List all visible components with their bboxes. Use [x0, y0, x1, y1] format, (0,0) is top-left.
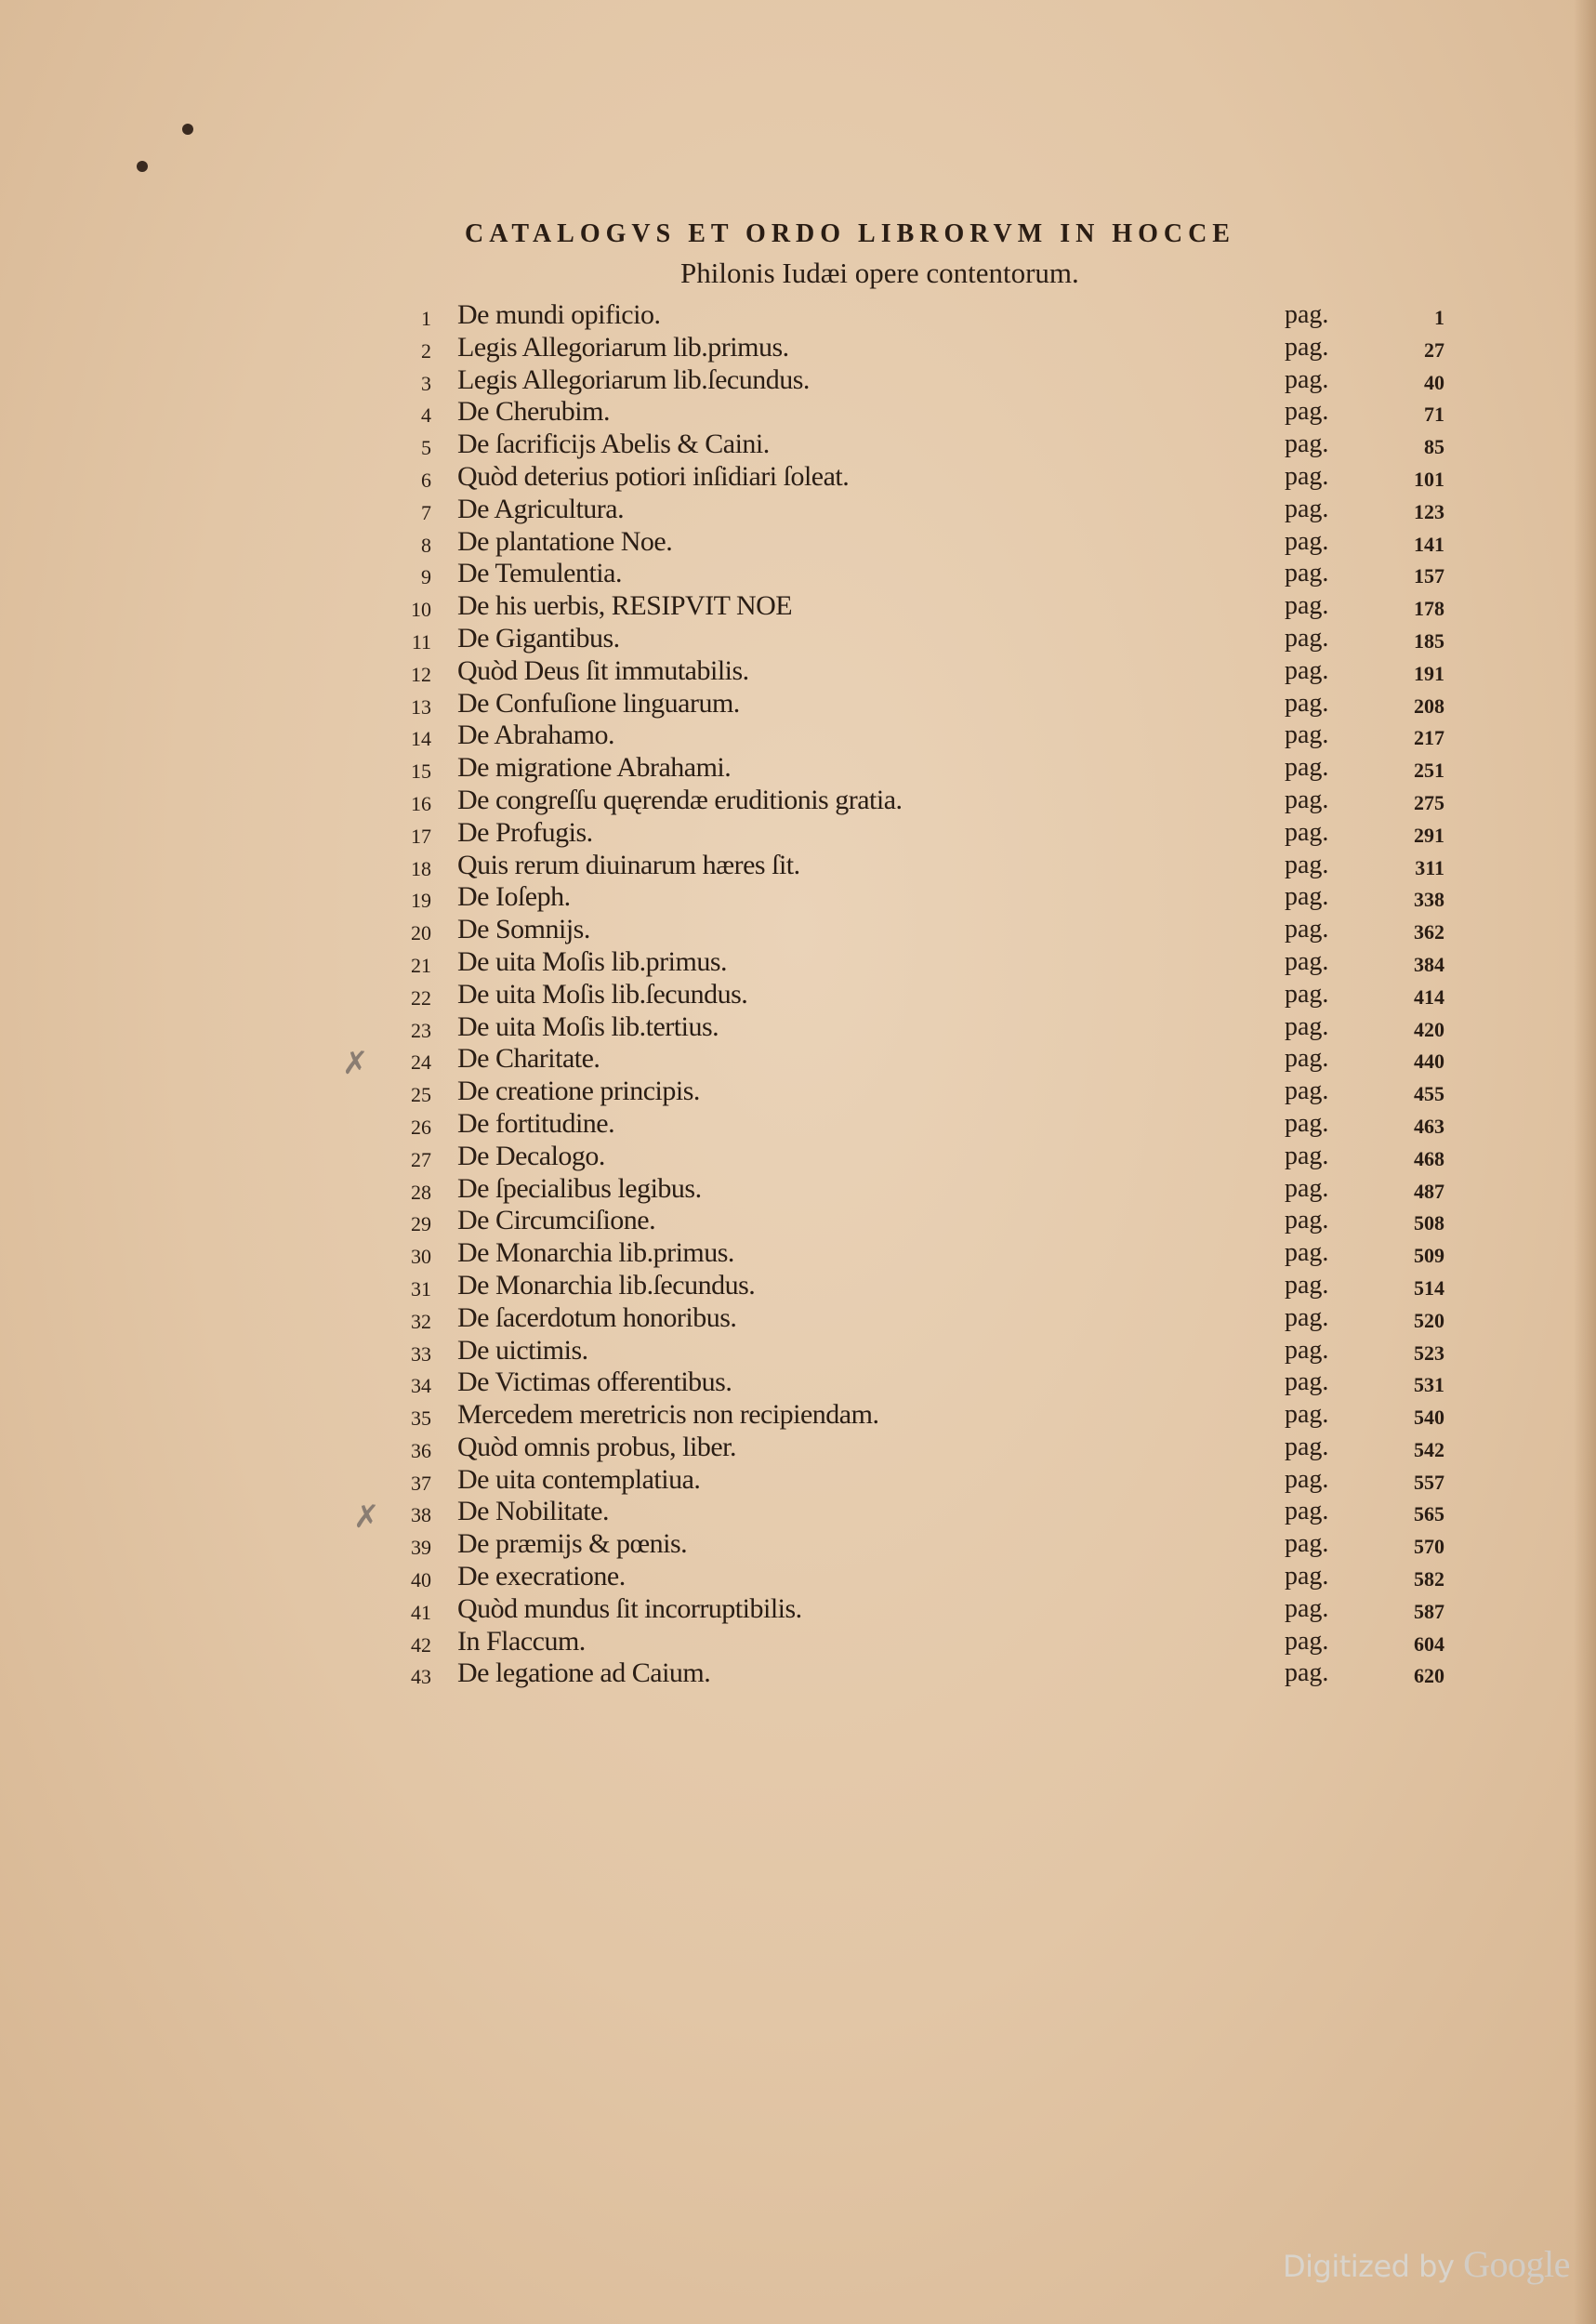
entry-pag-label: pag.	[1285, 1173, 1329, 1203]
ink-speck	[137, 161, 148, 172]
entry-title: De præmijs & pœnis.	[457, 1528, 688, 1560]
entry-number: 5	[421, 436, 431, 460]
catalog-row	[0, 332, 1596, 364]
entry-title: In Flaccum.	[457, 1625, 586, 1657]
catalog-row	[0, 1367, 1596, 1399]
catalog-row	[0, 720, 1596, 752]
entry-page-number: 85	[1424, 435, 1444, 459]
entry-number: 34	[411, 1374, 431, 1398]
entry-page-number: 101	[1414, 467, 1444, 491]
entry-page-number: 157	[1414, 564, 1444, 588]
catalog-row	[0, 1496, 1596, 1528]
entry-pag-label: pag.	[1285, 559, 1329, 588]
entry-pag-label: pag.	[1285, 1108, 1329, 1138]
entry-page-number: 570	[1414, 1535, 1444, 1559]
entry-pag-label: pag.	[1285, 300, 1329, 329]
entry-page-number: 362	[1414, 920, 1444, 944]
catalog-row	[0, 1528, 1596, 1561]
entry-number: 35	[411, 1406, 431, 1431]
entry-number: 25	[411, 1083, 431, 1107]
entry-title: Quòd Deus ſit immutabilis.	[457, 654, 749, 686]
entry-page-number: 509	[1414, 1244, 1444, 1268]
entry-pag-label: pag.	[1285, 494, 1329, 523]
entry-number: 24	[411, 1050, 431, 1075]
entry-pag-label: pag.	[1285, 623, 1329, 653]
catalog-row	[0, 494, 1596, 526]
catalog-row	[0, 817, 1596, 850]
entry-page-number: 531	[1414, 1373, 1444, 1397]
entry-page-number: 582	[1414, 1567, 1444, 1591]
catalog-row	[0, 1464, 1596, 1497]
entry-page-number: 217	[1414, 726, 1444, 750]
entry-number: 16	[411, 791, 431, 815]
watermark-prefix: Digitized by	[1283, 2249, 1455, 2284]
entry-number: 4	[421, 403, 431, 428]
catalog-row	[0, 1561, 1596, 1593]
entry-page-number: 468	[1414, 1146, 1444, 1170]
entry-title: De fortitudine.	[457, 1107, 615, 1139]
catalog-row	[0, 461, 1596, 494]
entry-number: 30	[411, 1245, 431, 1269]
entry-pag-label: pag.	[1285, 720, 1329, 750]
entry-pag-label: pag.	[1285, 1529, 1329, 1559]
catalog-row	[0, 946, 1596, 979]
entry-title: De ſpecialibus legibus.	[457, 1172, 702, 1204]
entry-number: 26	[411, 1115, 431, 1139]
catalog-row	[0, 429, 1596, 461]
entry-page-number: 463	[1414, 1114, 1444, 1138]
entry-title: De uita Moſis lib.primus.	[457, 945, 727, 977]
entry-title: De Victimas offerentibus.	[457, 1367, 732, 1398]
catalog-row	[0, 1399, 1596, 1432]
handwritten-x-mark: ✗	[353, 1499, 380, 1536]
entry-pag-label: pag.	[1285, 397, 1329, 427]
watermark-brand: Google	[1463, 2243, 1570, 2285]
entry-page-number: 338	[1414, 888, 1444, 912]
entry-page-number: 587	[1414, 1599, 1444, 1623]
entry-title: De uita Moſis lib.tertius.	[457, 1010, 719, 1042]
entry-pag-label: pag.	[1285, 1270, 1329, 1300]
entry-title: De Monarchia lib.ſecundus.	[457, 1269, 756, 1301]
entry-pag-label: pag.	[1285, 1238, 1329, 1268]
catalog-row	[0, 1302, 1596, 1335]
entry-pag-label: pag.	[1285, 1335, 1329, 1365]
entry-pag-label: pag.	[1285, 817, 1329, 847]
entry-title: De Monarchia lib.primus.	[457, 1237, 734, 1269]
catalog-row	[0, 1173, 1596, 1206]
entry-title: De Charitate.	[457, 1043, 600, 1075]
catalog-row	[0, 1432, 1596, 1464]
entry-pag-label: pag.	[1285, 1367, 1329, 1397]
entry-title: De Agricultura.	[457, 493, 625, 524]
entry-title: De creatione principis.	[457, 1076, 700, 1107]
entry-pag-label: pag.	[1285, 882, 1329, 912]
entry-pag-label: pag.	[1285, 946, 1329, 976]
entry-page-number: 141	[1414, 532, 1444, 556]
entry-number: 42	[411, 1632, 431, 1657]
entry-pag-label: pag.	[1285, 1141, 1329, 1170]
entry-title: De Temulentia.	[457, 558, 622, 589]
entry-title: De ſacrificijs Abelis & Caini.	[457, 429, 770, 460]
entry-number: 10	[411, 598, 431, 622]
entry-number: 17	[411, 824, 431, 848]
entry-page-number: 27	[1424, 337, 1444, 362]
page-title: CATALOGVS ET ORDO LIBRORVM IN HOCCE	[465, 219, 1235, 248]
entry-number: 37	[411, 1471, 431, 1495]
catalog-row	[0, 396, 1596, 429]
entry-number: 2	[421, 338, 431, 363]
entry-pag-label: pag.	[1285, 461, 1329, 491]
entry-number: 22	[411, 985, 431, 1010]
entry-title: De congreſſu quęrendæ eruditionis gratia.	[457, 784, 903, 815]
entry-title: De Decalogo.	[457, 1140, 605, 1171]
entry-page-number: 1	[1434, 306, 1444, 329]
entry-number: 7	[421, 500, 431, 524]
entry-pag-label: pag.	[1285, 1076, 1329, 1106]
catalog-row	[0, 752, 1596, 785]
entry-page-number: 208	[1414, 693, 1444, 718]
entry-number: 28	[411, 1180, 431, 1204]
entry-number: 9	[421, 565, 431, 589]
entry-page-number: 178	[1414, 597, 1444, 621]
catalog-row	[0, 1657, 1596, 1690]
catalog-row	[0, 881, 1596, 914]
entry-page-number: 514	[1414, 1275, 1444, 1300]
entry-page-number: 40	[1424, 370, 1444, 394]
catalog-row	[0, 1108, 1596, 1141]
catalog-row	[0, 364, 1596, 397]
entry-number: 32	[411, 1309, 431, 1333]
entry-title: Quòd omnis probus, liber.	[457, 1431, 736, 1462]
catalog-row	[0, 623, 1596, 655]
entry-pag-label: pag.	[1285, 753, 1329, 783]
entry-number: 3	[421, 371, 431, 395]
entry-title: De uictimis.	[457, 1334, 588, 1366]
entry-pag-label: pag.	[1285, 1206, 1329, 1235]
entry-page-number: 384	[1414, 952, 1444, 976]
catalog-list	[0, 299, 1596, 1690]
entry-number: 18	[411, 856, 431, 880]
entry-pag-label: pag.	[1285, 591, 1329, 621]
entry-number: 20	[411, 921, 431, 945]
entry-page-number: 487	[1414, 1179, 1444, 1203]
digitized-watermark	[1283, 2242, 1570, 2286]
entry-pag-label: pag.	[1285, 332, 1329, 362]
entry-title: De Profugis.	[457, 816, 593, 848]
entry-title: De Abrahamo.	[457, 720, 614, 751]
entry-title: De Circumciſione.	[457, 1205, 656, 1236]
catalog-row	[0, 1141, 1596, 1173]
handwritten-x-mark: ✗	[342, 1045, 369, 1082]
catalog-row	[0, 1593, 1596, 1626]
entry-pag-label: pag.	[1285, 1432, 1329, 1461]
entry-pag-label: pag.	[1285, 1464, 1329, 1494]
entry-page-number: 251	[1414, 759, 1444, 783]
entry-number: 8	[421, 533, 431, 557]
entry-title: De Cherubim.	[457, 396, 610, 428]
entry-number: 1	[421, 307, 431, 330]
entry-pag-label: pag.	[1285, 1562, 1329, 1591]
entry-title: De Nobilitate.	[457, 1496, 609, 1527]
entry-number: 33	[411, 1341, 431, 1366]
entry-title: Legis Allegoriarum lib.primus.	[457, 331, 789, 363]
entry-number: 12	[411, 662, 431, 686]
entry-title: De Somnijs.	[457, 914, 590, 945]
catalog-row	[0, 558, 1596, 590]
entry-number: 13	[411, 694, 431, 719]
ink-speck	[182, 124, 193, 135]
entry-pag-label: pag.	[1285, 1044, 1329, 1074]
entry-number: 41	[411, 1600, 431, 1624]
entry-page-number: 455	[1414, 1082, 1444, 1106]
entry-title: De uita contemplatiua.	[457, 1463, 701, 1495]
catalog-row	[0, 1205, 1596, 1237]
entry-title: De legatione ad Caium.	[457, 1657, 711, 1689]
entry-title: De his uerbis, RESIPVIT NOE	[457, 590, 793, 622]
entry-title: De uita Moſis lib.ſecundus.	[457, 978, 748, 1010]
entry-title: De execratione.	[457, 1561, 626, 1592]
entry-page-number: 71	[1424, 403, 1444, 427]
entry-title: Mercedem meretricis non recipiendam.	[457, 1399, 879, 1431]
entry-page-number: 275	[1414, 790, 1444, 814]
entry-number: 40	[411, 1568, 431, 1592]
entry-pag-label: pag.	[1285, 785, 1329, 814]
entry-number: 29	[411, 1212, 431, 1236]
catalog-row	[0, 1626, 1596, 1658]
entry-page-number: 191	[1414, 661, 1444, 685]
entry-pag-label: pag.	[1285, 1400, 1329, 1430]
entry-page-number: 557	[1414, 1470, 1444, 1494]
page-subtitle: Philonis Iudæi opere contentorum.	[680, 257, 1079, 289]
entry-page-number: 420	[1414, 1017, 1444, 1041]
catalog-row	[0, 299, 1596, 332]
catalog-row	[0, 526, 1596, 559]
entry-title: De Confuſione linguarum.	[457, 687, 740, 719]
entry-page-number: 414	[1414, 984, 1444, 1009]
entry-page-number: 520	[1414, 1308, 1444, 1332]
entry-number: 43	[411, 1665, 431, 1689]
catalog-row	[0, 1076, 1596, 1108]
entry-page-number: 620	[1414, 1664, 1444, 1688]
entry-number: 19	[411, 889, 431, 913]
entry-pag-label: pag.	[1285, 1497, 1329, 1526]
entry-number: 23	[411, 1018, 431, 1042]
entry-title: Quis rerum diuinarum hæres ſit.	[457, 849, 800, 880]
entry-number: 39	[411, 1536, 431, 1560]
entry-number: 21	[411, 953, 431, 977]
entry-pag-label: pag.	[1285, 655, 1329, 685]
entry-page-number: 440	[1414, 1050, 1444, 1074]
entry-pag-label: pag.	[1285, 915, 1329, 944]
entry-page-number: 523	[1414, 1340, 1444, 1365]
entry-pag-label: pag.	[1285, 364, 1329, 394]
entry-title: De plantatione Noe.	[457, 525, 673, 557]
catalog-row	[0, 914, 1596, 946]
entry-pag-label: pag.	[1285, 979, 1329, 1009]
entry-pag-label: pag.	[1285, 1626, 1329, 1656]
entry-title: Quòd mundus ſit incorruptibilis.	[457, 1592, 802, 1624]
entry-title: De migratione Abrahami.	[457, 752, 732, 784]
entry-pag-label: pag.	[1285, 1658, 1329, 1688]
catalog-row	[0, 655, 1596, 688]
catalog-row	[0, 1237, 1596, 1270]
entry-number: 36	[411, 1438, 431, 1462]
entry-pag-label: pag.	[1285, 688, 1329, 718]
entry-page-number: 540	[1414, 1406, 1444, 1430]
entry-number: 11	[411, 629, 431, 654]
entry-page-number: 123	[1414, 499, 1444, 523]
entry-pag-label: pag.	[1285, 1011, 1329, 1041]
entry-title: De ſacerdotum honoribus.	[457, 1301, 737, 1333]
entry-page-number: 542	[1414, 1437, 1444, 1461]
catalog-row	[0, 1335, 1596, 1367]
entry-page-number: 604	[1414, 1631, 1444, 1656]
entry-number: 6	[421, 468, 431, 492]
entry-number: 31	[411, 1276, 431, 1301]
entry-page-number: 508	[1414, 1211, 1444, 1235]
entry-pag-label: pag.	[1285, 429, 1329, 459]
entry-page-number: 565	[1414, 1502, 1444, 1526]
entry-title: De mundi opificio.	[457, 299, 661, 330]
catalog-row	[0, 850, 1596, 882]
catalog-row	[0, 979, 1596, 1011]
entry-page-number: 185	[1414, 628, 1444, 653]
entry-title: Legis Allegoriarum lib.ſecundus.	[457, 363, 810, 395]
entry-number: 14	[411, 727, 431, 751]
entry-page-number: 291	[1414, 823, 1444, 847]
entry-number: 15	[411, 759, 431, 784]
catalog-row	[0, 590, 1596, 623]
entry-title: De Gigantibus.	[457, 622, 620, 654]
catalog-row	[0, 1270, 1596, 1302]
catalog-row	[0, 785, 1596, 817]
catalog-row	[0, 688, 1596, 720]
entry-title: Quòd deterius potiori inſidiari ſoleat.	[457, 460, 850, 492]
catalog-row	[0, 1043, 1596, 1076]
entry-page-number: 311	[1415, 855, 1444, 879]
entry-number: 38	[411, 1503, 431, 1527]
entry-pag-label: pag.	[1285, 1302, 1329, 1332]
catalog-row	[0, 1011, 1596, 1044]
entry-pag-label: pag.	[1285, 1593, 1329, 1623]
entry-number: 27	[411, 1147, 431, 1171]
entry-pag-label: pag.	[1285, 850, 1329, 879]
entry-pag-label: pag.	[1285, 526, 1329, 556]
entry-title: De Ioſeph.	[457, 881, 571, 913]
